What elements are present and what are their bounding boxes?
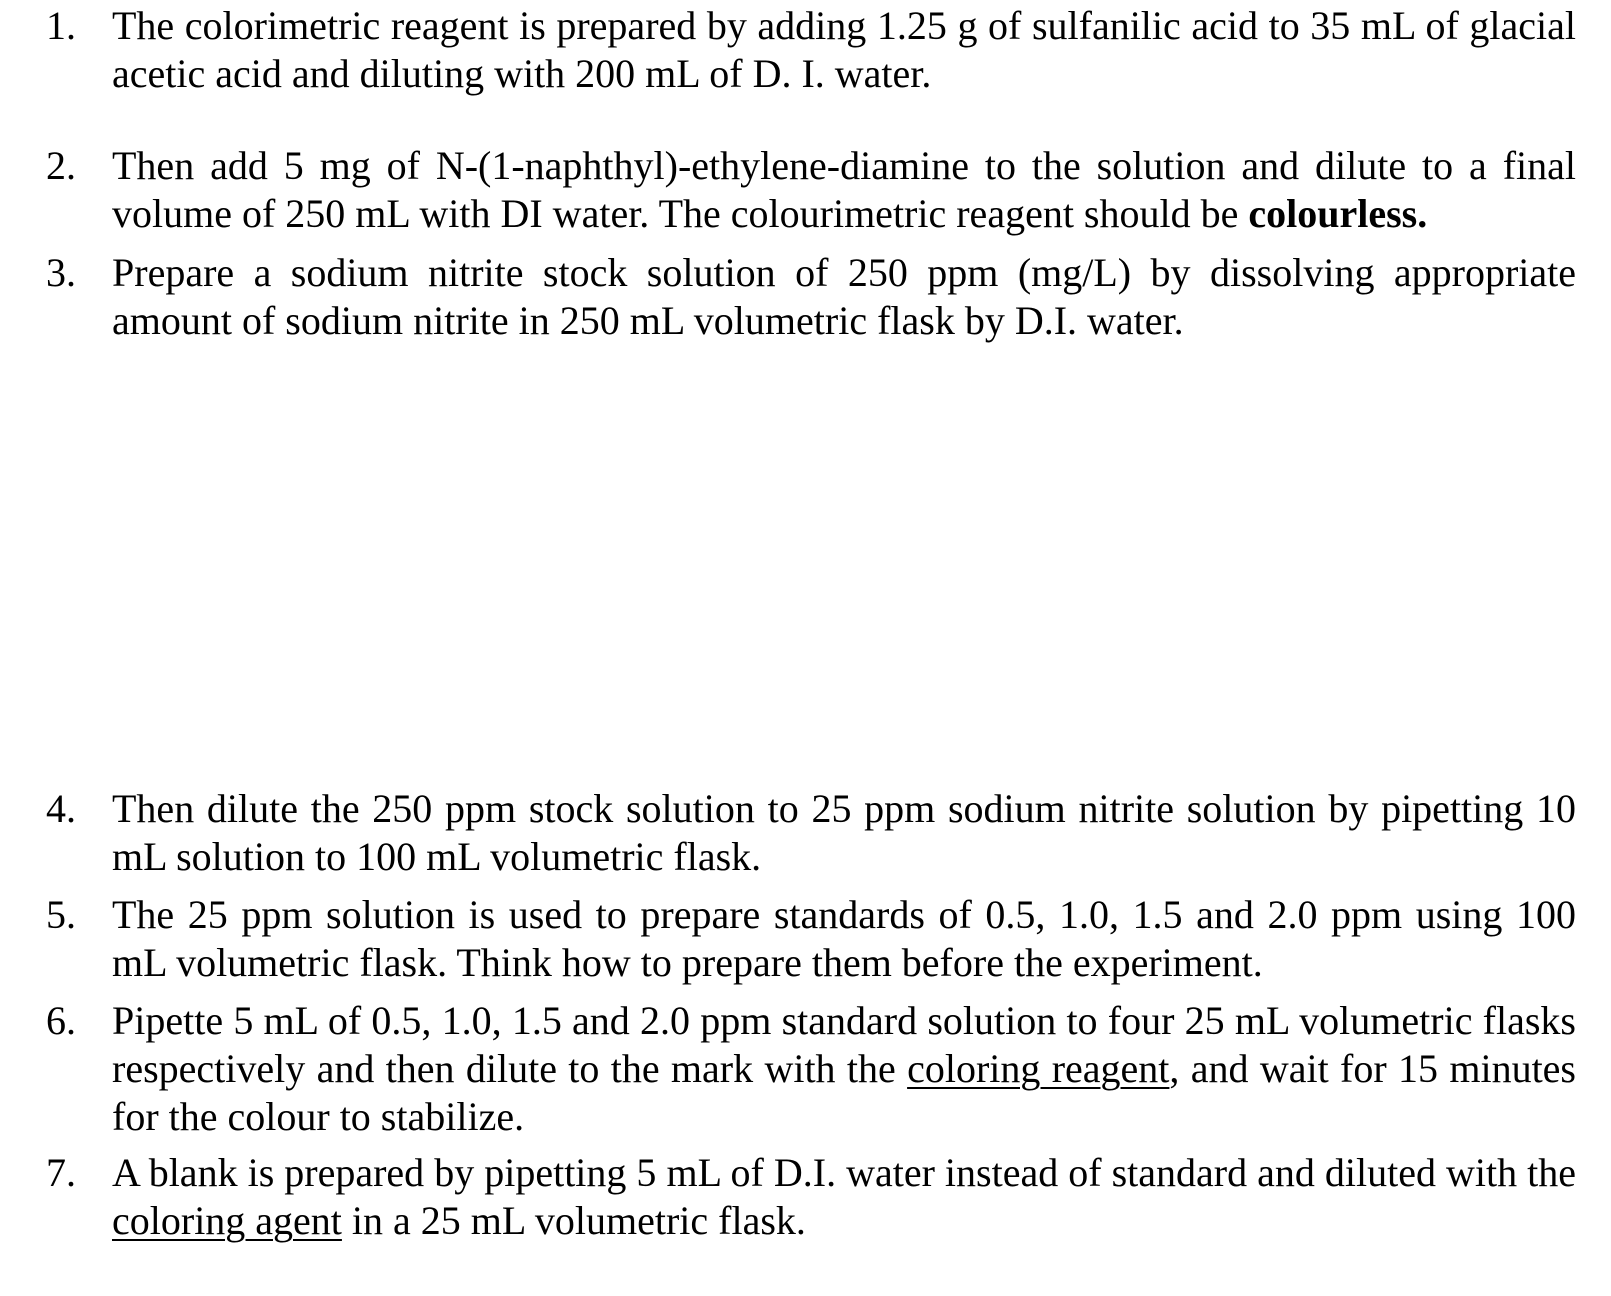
step-3-text: Prepare a sodium nitrite stock solution of 250 ppm (mg/L) by dissolving appropriate amount of sodium nitrite in 250 mL volumetric flask by D.I. water.: [112, 250, 1576, 343]
step-2-text: [112, 142, 1576, 238]
step-6-text: [112, 997, 1576, 1141]
step-2-number: 2.: [46, 143, 76, 188]
step-2: [46, 142, 1576, 238]
step-7-text-after: in a 25 mL volumetric flask.: [341, 1198, 806, 1243]
step-3-number: 3.: [46, 250, 76, 295]
step-2-text-main: Then add 5 mg of N-(1-naphthyl)-ethylene-diamine to the solution and dilute to a final volume of 250 mL with DI water. The colourimetric reagent should be: [112, 143, 1576, 236]
step-7: [46, 1149, 1576, 1245]
step-4-text: Then dilute the 250 ppm stock solution to 25 ppm sodium nitrite solution by pipetting 10 mL solution to 100 mL volumetric flask.: [112, 786, 1576, 879]
step-7-text-before: A blank is prepared by pipetting 5 mL of D.I. water instead of standard and diluted with the: [112, 1150, 1576, 1195]
step-6: [46, 997, 1576, 1141]
step-1-number: 1.: [46, 3, 76, 48]
step-6-number: 6.: [46, 998, 76, 1043]
step-5-number: 5.: [46, 892, 76, 937]
step-5: [46, 891, 1576, 987]
step-4-number: 4.: [46, 786, 76, 831]
step-6-underlined-term: coloring reagent: [907, 1046, 1170, 1091]
step-7-underlined-term: coloring agent: [112, 1198, 342, 1243]
step-7-text: [112, 1149, 1576, 1245]
step-7-number: 7.: [46, 1150, 76, 1195]
step-4: [46, 785, 1576, 881]
step-1-text: The colorimetric reagent is prepared by adding 1.25 g of sulfanilic acid to 35 mL of glacial acetic acid and diluting with 200 mL of D. I. water.: [112, 3, 1576, 96]
step-3: [46, 249, 1576, 345]
step-2-bold-text: colourless.: [1248, 191, 1428, 236]
step-6-text-after: , and wait for 15 minutes for the colour to stabilize.: [112, 1046, 1577, 1139]
step-5-text: The 25 ppm solution is used to prepare standards of 0.5, 1.0, 1.5 and 2.0 ppm using 100 mL volumetric flask. Think how to prepare them before the experiment.: [112, 892, 1576, 985]
step-1: [46, 2, 1576, 98]
step-6-text-before: Pipette 5 mL of 0.5, 1.0, 1.5 and 2.0 ppm standard solution to four 25 mL volumetric flasks respectively and then dilute to the mark with the: [112, 998, 1576, 1091]
